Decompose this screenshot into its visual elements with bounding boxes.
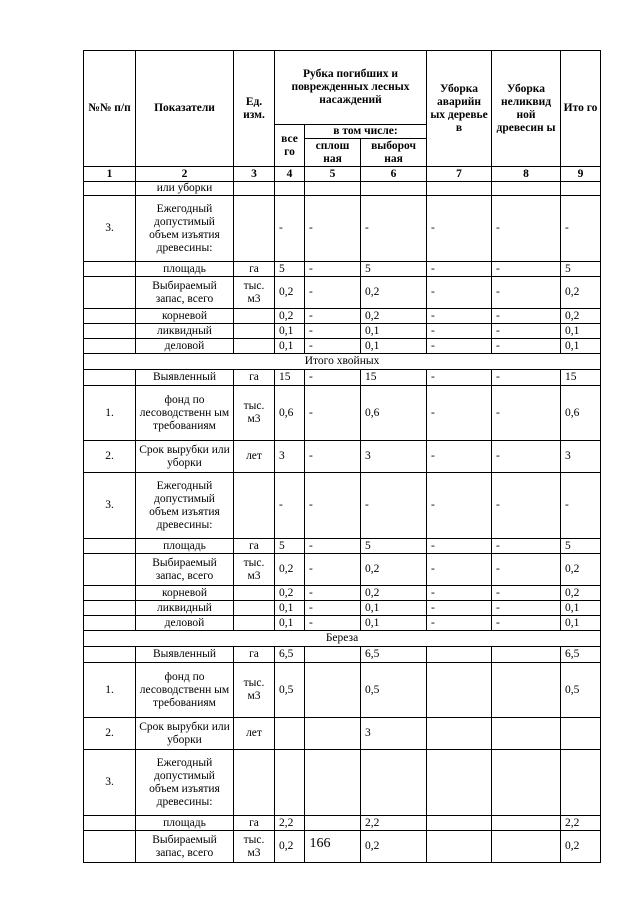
- table-cell: [427, 750, 492, 816]
- table-row: [84, 473, 601, 539]
- table-cell: 2,2: [275, 816, 305, 831]
- table-cell: 2,2: [361, 816, 427, 831]
- table-cell: 5: [561, 539, 601, 554]
- table-cell: [84, 616, 136, 631]
- table-cell: [84, 339, 136, 354]
- table-row: [84, 816, 601, 831]
- table-cell: [561, 750, 601, 816]
- table-cell: Выявленный: [136, 647, 234, 663]
- table-cell: [305, 663, 361, 718]
- table-cell: -: [427, 441, 492, 473]
- table-cell: 2.: [84, 718, 136, 750]
- header-unit: Ед. изм.: [234, 51, 275, 167]
- column-number-4: 4: [275, 167, 305, 182]
- table-cell: [275, 718, 305, 750]
- table-cell: 0,6: [561, 386, 601, 441]
- table-cell: [234, 616, 275, 631]
- column-number-9: 9: [561, 167, 601, 182]
- table-cell: 0,1: [275, 616, 305, 631]
- table-cell: 0,2: [561, 277, 601, 309]
- table-row: [84, 370, 601, 386]
- table-cell: [492, 816, 561, 831]
- section-row: [84, 631, 601, 647]
- table-cell: 6,5: [361, 647, 427, 663]
- table-cell: -: [305, 262, 361, 277]
- table-cell: [84, 539, 136, 554]
- table-cell: -: [361, 196, 427, 262]
- table-cell: 5: [275, 539, 305, 554]
- table-cell: деловой: [136, 339, 234, 354]
- table-row: [84, 182, 601, 196]
- table-cell: [305, 647, 361, 663]
- table-cell: -: [492, 386, 561, 441]
- table-cell: 0,5: [361, 663, 427, 718]
- table-cell: -: [305, 309, 361, 324]
- table-cell: фонд по лесоводственн ым требованиям: [136, 663, 234, 718]
- table-cell: га: [234, 370, 275, 386]
- table-cell: [234, 339, 275, 354]
- table-cell: тыс. м3: [234, 554, 275, 586]
- table-cell: -: [427, 386, 492, 441]
- table-cell: га: [234, 647, 275, 663]
- table-cell: [492, 647, 561, 663]
- table-cell: -: [427, 309, 492, 324]
- table-row: [84, 441, 601, 473]
- table-cell: [84, 277, 136, 309]
- column-number-6: 6: [361, 167, 427, 182]
- table-cell: 0,2: [561, 309, 601, 324]
- forest-felling-table: [83, 50, 601, 863]
- table-cell: -: [427, 473, 492, 539]
- table-cell: -: [427, 262, 492, 277]
- table-cell: 3.: [84, 196, 136, 262]
- column-number-1: 1: [84, 167, 136, 182]
- table-cell: тыс. м3: [234, 663, 275, 718]
- header-felling-group: Рубка погибших и поврежденных лесных насаждений: [275, 51, 427, 125]
- table-cell: -: [561, 196, 601, 262]
- table-cell: 0,2: [361, 309, 427, 324]
- table-cell: [492, 663, 561, 718]
- table-cell: [275, 182, 305, 196]
- table-cell: -: [427, 196, 492, 262]
- table-cell: 0,1: [561, 324, 601, 339]
- table-cell: [427, 647, 492, 663]
- table-cell: [492, 750, 561, 816]
- table-cell: -: [492, 309, 561, 324]
- table-cell: [84, 554, 136, 586]
- table-cell: площадь: [136, 816, 234, 831]
- table-cell: -: [305, 616, 361, 631]
- table-cell: -: [427, 324, 492, 339]
- table-cell: -: [305, 277, 361, 309]
- table-cell: площадь: [136, 262, 234, 277]
- header-selective: выбороч ная: [361, 139, 427, 167]
- table-row: [84, 554, 601, 586]
- table-cell: -: [492, 370, 561, 386]
- table-cell: ликвидный: [136, 601, 234, 616]
- table-cell: тыс. м3: [234, 386, 275, 441]
- table-cell: 0,2: [361, 586, 427, 601]
- table-cell: 0,2: [561, 831, 601, 863]
- table-cell: -: [427, 370, 492, 386]
- table-cell: 3.: [84, 473, 136, 539]
- table-cell: [84, 309, 136, 324]
- table-cell: лет: [234, 441, 275, 473]
- table-cell: -: [492, 262, 561, 277]
- table-cell: 3.: [84, 750, 136, 816]
- table-cell: 1.: [84, 386, 136, 441]
- table-cell: 0,1: [275, 324, 305, 339]
- table-cell: -: [305, 539, 361, 554]
- table-cell: -: [275, 473, 305, 539]
- table-cell: 0,2: [361, 277, 427, 309]
- table-cell: [234, 473, 275, 539]
- table-cell: -: [427, 616, 492, 631]
- table-row: [84, 262, 601, 277]
- table-cell: -: [305, 196, 361, 262]
- table-cell: -: [492, 339, 561, 354]
- table-cell: 0,2: [561, 554, 601, 586]
- table-cell: 3: [275, 441, 305, 473]
- table-cell: 3: [361, 441, 427, 473]
- table-cell: 0,2: [275, 277, 305, 309]
- table-cell: Выбираемый запас, всего: [136, 554, 234, 586]
- table-cell: -: [492, 196, 561, 262]
- table-cell: -: [427, 586, 492, 601]
- table-cell: га: [234, 539, 275, 554]
- table-cell: [361, 182, 427, 196]
- table-cell: Ежегодный допустимый объем изъятия древесины:: [136, 750, 234, 816]
- table-cell: [561, 718, 601, 750]
- table-cell: корневой: [136, 309, 234, 324]
- table-body: [84, 182, 601, 863]
- table-cell: [84, 324, 136, 339]
- table-cell: 0,2: [275, 831, 305, 863]
- table-cell: [492, 182, 561, 196]
- table-cell: -: [305, 339, 361, 354]
- table-cell: 2,2: [561, 816, 601, 831]
- table-cell: площадь: [136, 539, 234, 554]
- table-cell: [234, 182, 275, 196]
- table-row: [84, 196, 601, 262]
- table-cell: 2.: [84, 441, 136, 473]
- table-cell: корневой: [136, 586, 234, 601]
- table-cell: -: [305, 601, 361, 616]
- table-cell: -: [492, 554, 561, 586]
- table-cell: [561, 182, 601, 196]
- header-nonliquid: Уборка неликвид ной древесин ы: [492, 51, 561, 167]
- table-cell: 0,1: [361, 616, 427, 631]
- table-cell: 6,5: [561, 647, 601, 663]
- table-cell: [427, 718, 492, 750]
- table-row: [84, 750, 601, 816]
- table-cell: 0,1: [275, 339, 305, 354]
- table-cell: [84, 370, 136, 386]
- header-solid: сплош ная: [305, 139, 361, 167]
- table-row: [84, 277, 601, 309]
- table-cell: 0,1: [561, 616, 601, 631]
- table-cell: [305, 750, 361, 816]
- table-cell: 0,6: [275, 386, 305, 441]
- column-number-5: 5: [305, 167, 361, 182]
- header-incl: в том числе:: [305, 125, 427, 139]
- table-cell: -: [427, 539, 492, 554]
- table-cell: га: [234, 816, 275, 831]
- table-cell: -: [492, 441, 561, 473]
- table-cell: -: [561, 473, 601, 539]
- table-cell: 15: [561, 370, 601, 386]
- table-cell: -: [305, 441, 361, 473]
- table-cell: -: [305, 370, 361, 386]
- table-cell: -: [427, 339, 492, 354]
- table-cell: -: [492, 586, 561, 601]
- header-indicators: Показатели: [136, 51, 234, 167]
- table-cell: [234, 750, 275, 816]
- table-cell: Ежегодный допустимый объем изъятия древесины:: [136, 196, 234, 262]
- table-cell: деловой: [136, 616, 234, 631]
- table-row: [84, 339, 601, 354]
- table-cell: 0,1: [275, 601, 305, 616]
- table-row: [84, 386, 601, 441]
- table-cell: 0,6: [361, 386, 427, 441]
- header-sum: Ито го: [561, 51, 601, 167]
- table-row: [84, 586, 601, 601]
- table-cell: 5: [361, 539, 427, 554]
- table-cell: [84, 262, 136, 277]
- table-cell: -: [305, 554, 361, 586]
- table-cell: 0,1: [361, 601, 427, 616]
- table-cell: Срок вырубки или уборки: [136, 718, 234, 750]
- table-cell: тыс. м3: [234, 277, 275, 309]
- table-cell: [234, 586, 275, 601]
- table-row: [84, 309, 601, 324]
- table-cell: 0,1: [561, 601, 601, 616]
- table-cell: 0,2: [561, 586, 601, 601]
- column-number-7: 7: [427, 167, 492, 182]
- table-cell: -: [305, 586, 361, 601]
- table-cell: Срок вырубки или уборки: [136, 441, 234, 473]
- table-cell: [234, 324, 275, 339]
- column-number-row: [84, 167, 601, 182]
- table-cell: -: [492, 601, 561, 616]
- table-cell: Выявленный: [136, 370, 234, 386]
- header-total: все го: [275, 125, 305, 167]
- column-number-3: 3: [234, 167, 275, 182]
- section-label: Береза: [84, 631, 601, 647]
- table-cell: -: [492, 277, 561, 309]
- table-cell: 0,2: [361, 831, 427, 863]
- table-cell: тыс. м3: [234, 831, 275, 863]
- table-cell: [84, 816, 136, 831]
- table-row: [84, 647, 601, 663]
- table-cell: 6,5: [275, 647, 305, 663]
- table-cell: или уборки: [136, 182, 234, 196]
- table-cell: -: [427, 277, 492, 309]
- table-cell: -: [305, 324, 361, 339]
- table-cell: [492, 718, 561, 750]
- table-cell: [427, 816, 492, 831]
- table-cell: 3: [361, 718, 427, 750]
- table-cell: 0,2: [361, 554, 427, 586]
- table-cell: 15: [361, 370, 427, 386]
- table-cell: Выбираемый запас, всего: [136, 831, 234, 863]
- table-cell: га: [234, 262, 275, 277]
- table-cell: 0,2: [275, 554, 305, 586]
- table-cell: [234, 309, 275, 324]
- table-cell: -: [305, 473, 361, 539]
- table-cell: -: [492, 473, 561, 539]
- table-cell: -: [492, 616, 561, 631]
- table-cell: [305, 182, 361, 196]
- table-cell: [84, 182, 136, 196]
- table-row: [84, 324, 601, 339]
- table-cell: [361, 750, 427, 816]
- table-header: [84, 51, 601, 182]
- table-cell: Выбираемый запас, всего: [136, 277, 234, 309]
- header-emergency: Уборка аварийн ых деревье в: [427, 51, 492, 167]
- table-cell: [84, 586, 136, 601]
- table-cell: 1.: [84, 663, 136, 718]
- table-cell: 0,1: [561, 339, 601, 354]
- table-row: [84, 663, 601, 718]
- table-row: [84, 718, 601, 750]
- table-cell: 0,1: [361, 339, 427, 354]
- table-cell: -: [361, 473, 427, 539]
- table-cell: 5: [275, 262, 305, 277]
- table-cell: [84, 601, 136, 616]
- table-row: [84, 601, 601, 616]
- table-cell: 5: [561, 262, 601, 277]
- table-cell: [234, 601, 275, 616]
- table-cell: 3: [561, 441, 601, 473]
- table-cell: [305, 816, 361, 831]
- table-cell: [427, 663, 492, 718]
- section-label: Итого хвойных: [84, 354, 601, 370]
- table-cell: 0,2: [275, 309, 305, 324]
- header-num: №№ п/п: [84, 51, 136, 167]
- table-cell: -: [492, 324, 561, 339]
- table-cell: [305, 718, 361, 750]
- section-row: [84, 354, 601, 370]
- table-cell: [234, 196, 275, 262]
- table-cell: -: [492, 539, 561, 554]
- table-cell: 5: [361, 262, 427, 277]
- table-cell: 0,2: [275, 586, 305, 601]
- table-cell: Ежегодный допустимый объем изъятия древесины:: [136, 473, 234, 539]
- table-cell: -: [305, 386, 361, 441]
- table-cell: -: [427, 601, 492, 616]
- table-cell: 0,5: [561, 663, 601, 718]
- table-cell: 0,5: [275, 663, 305, 718]
- column-number-8: 8: [492, 167, 561, 182]
- table-cell: 0,1: [361, 324, 427, 339]
- table-cell: лет: [234, 718, 275, 750]
- table-cell: [275, 750, 305, 816]
- page-number: 166: [309, 836, 331, 851]
- table-cell: [84, 647, 136, 663]
- table-cell: [427, 182, 492, 196]
- table-cell: -: [427, 554, 492, 586]
- table-cell: 15: [275, 370, 305, 386]
- table-cell: -: [275, 196, 305, 262]
- table-cell: ликвидный: [136, 324, 234, 339]
- column-number-2: 2: [136, 167, 234, 182]
- table-cell: фонд по лесоводственн ым требованиям: [136, 386, 234, 441]
- table-row: [84, 616, 601, 631]
- table-row: [84, 539, 601, 554]
